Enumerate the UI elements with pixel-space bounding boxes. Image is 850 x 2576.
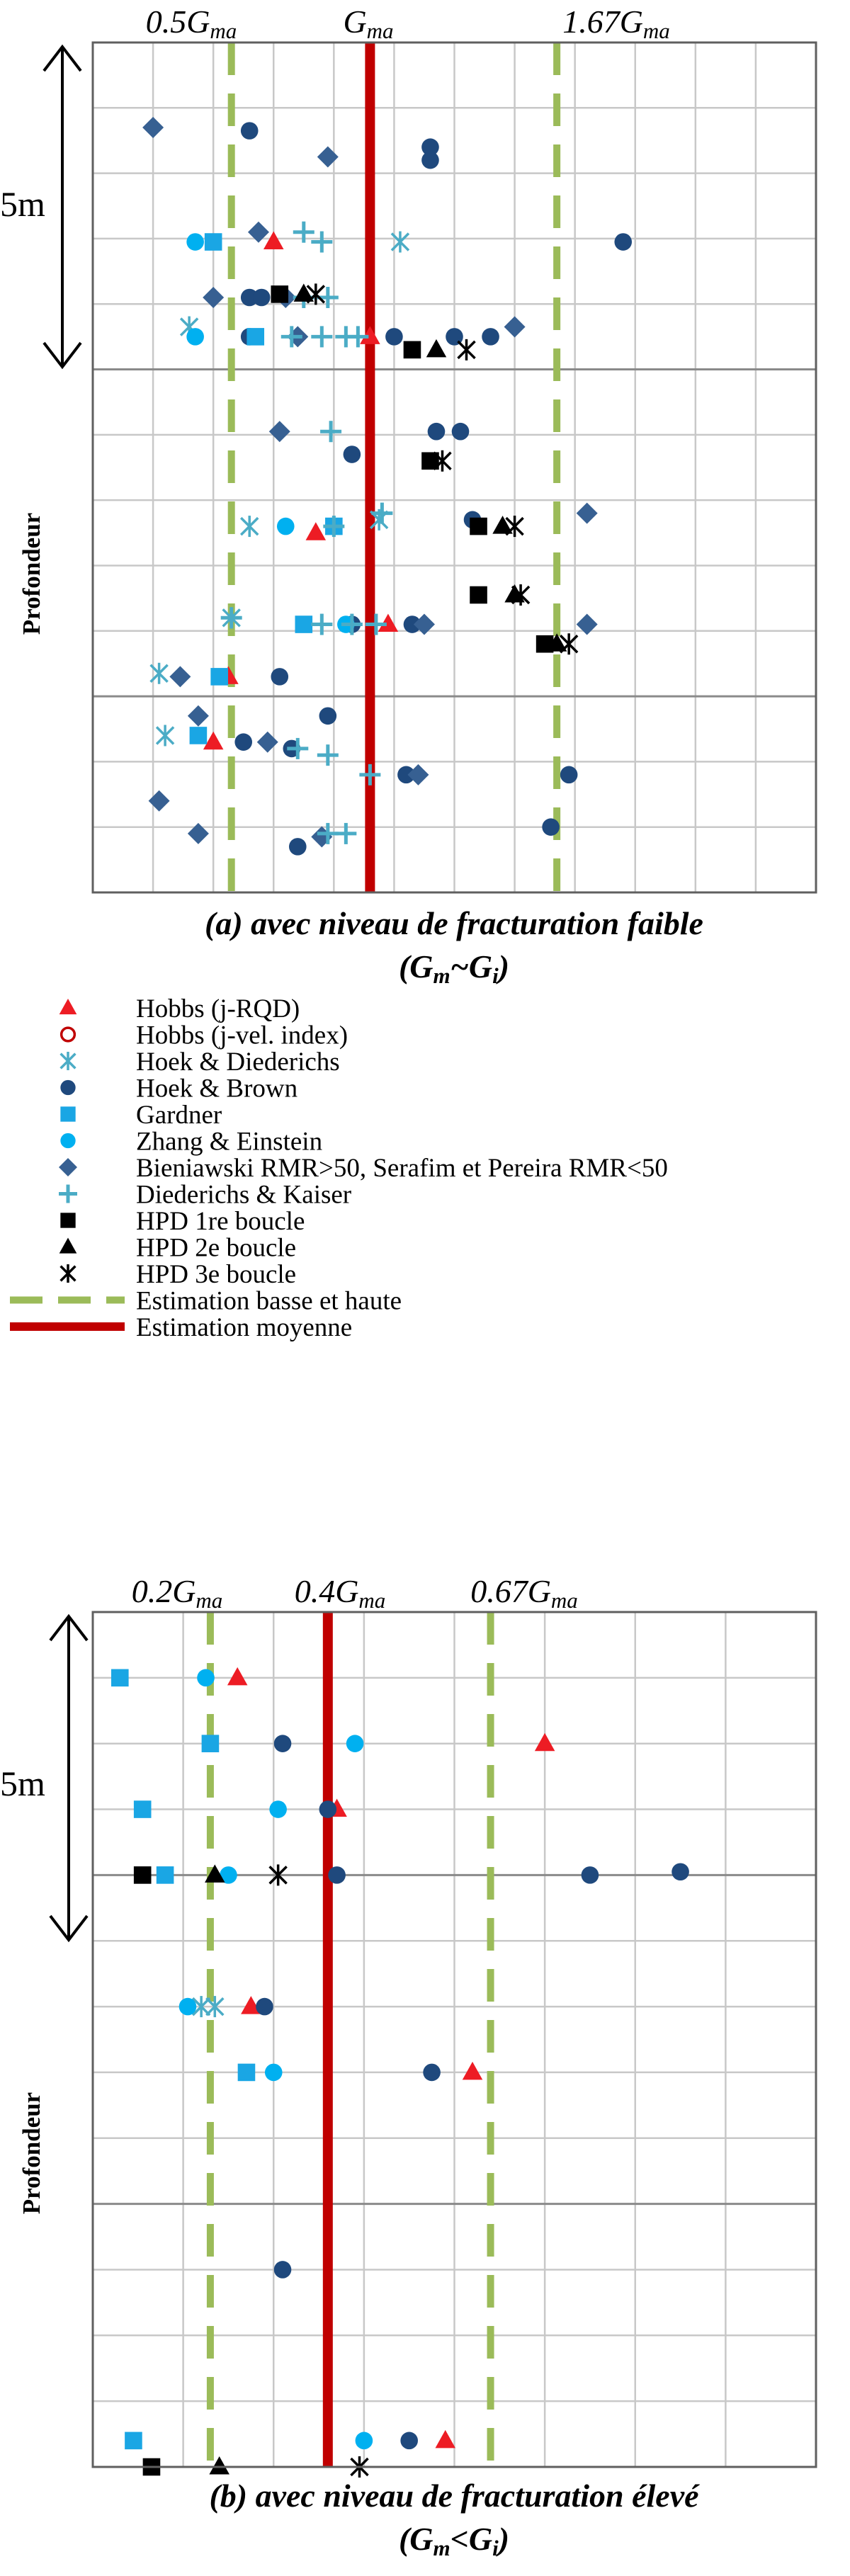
data-point-hoek-brown bbox=[328, 1866, 346, 1884]
data-point-diederichs-kaiser bbox=[311, 232, 332, 253]
data-point-hoek-brown bbox=[385, 328, 403, 346]
legend-label: Hoek & Diederichs bbox=[136, 1048, 340, 1077]
data-point-diederichs-kaiser bbox=[311, 614, 332, 635]
data-point-bieniawski bbox=[188, 823, 209, 844]
data-point-hoek-brown bbox=[672, 1863, 689, 1880]
data-point-zhang-einstein bbox=[269, 1800, 287, 1818]
legend-label: Hoek & Brown bbox=[136, 1074, 298, 1103]
legend-label: Bieniawski RMR>50, Serafim et Pereira RMR<50 bbox=[136, 1154, 668, 1183]
data-point-zhang-einstein bbox=[197, 1669, 215, 1687]
legend-swatch-asterisk bbox=[61, 1052, 76, 1070]
legend-swatch-circle bbox=[60, 1080, 75, 1095]
chart-b-scale-label: 5m bbox=[0, 1764, 45, 1803]
data-point-gardner bbox=[111, 1669, 129, 1687]
data-point-hpd1 bbox=[470, 518, 487, 535]
data-point-hobbs-rqd bbox=[227, 1667, 248, 1686]
chart-b-grid bbox=[93, 1612, 816, 2467]
data-point-hoek-brown bbox=[319, 1800, 337, 1818]
legend-item-hoek-diederichs bbox=[61, 1048, 340, 1077]
legend-item-zhang-einstein bbox=[60, 1128, 322, 1157]
legend-swatch-triangle bbox=[60, 999, 77, 1014]
chart-a-ref-label-mean: Gma bbox=[343, 4, 394, 43]
data-point-hpd1 bbox=[134, 1866, 152, 1884]
data-point-hobbs-rqd bbox=[435, 2430, 455, 2449]
chart-a-depth-label: Profondeur bbox=[18, 512, 45, 635]
data-point-diederichs-kaiser bbox=[320, 421, 341, 442]
data-point-hoek-brown bbox=[482, 328, 499, 346]
data-point-bieniawski bbox=[414, 614, 435, 635]
data-point-gardner bbox=[190, 727, 208, 744]
data-point-diederichs-kaiser bbox=[359, 764, 380, 785]
legend-label: Estimation moyenne bbox=[136, 1313, 353, 1342]
chart-b-ref-label-high: 0.67Gma bbox=[470, 1573, 578, 1613]
legend-item-diederichs-kaiser bbox=[59, 1181, 351, 1210]
data-point-bieniawski bbox=[248, 222, 269, 243]
chart-b-caption: (b) avec niveau de fracturation élevé bbox=[209, 2478, 699, 2514]
data-point-gardner bbox=[205, 233, 222, 251]
data-point-zhang-einstein bbox=[186, 328, 204, 346]
data-point-bieniawski bbox=[504, 317, 526, 338]
chart-a-ref-label-low: 0.5Gma bbox=[145, 4, 237, 43]
data-point-hpd1 bbox=[470, 586, 487, 604]
data-point-hpd3 bbox=[506, 516, 523, 537]
data-point-hoek-brown bbox=[560, 766, 578, 784]
data-point-hoek-brown bbox=[241, 122, 259, 140]
legend-swatch-diamond bbox=[59, 1158, 77, 1176]
data-point-hoek-brown bbox=[234, 733, 252, 751]
data-point-bieniawski bbox=[142, 117, 164, 138]
data-point-diederichs-kaiser bbox=[311, 326, 332, 347]
legend-swatch-triangle bbox=[60, 1238, 77, 1254]
data-point-zhang-einstein bbox=[179, 1998, 197, 2016]
data-point-bieniawski bbox=[149, 790, 170, 812]
chart-b bbox=[0, 1573, 816, 2560]
data-point-hoek-brown bbox=[421, 152, 439, 169]
data-point-hoek-brown bbox=[256, 1998, 273, 2016]
legend-label: Hobbs (j-vel. index) bbox=[136, 1021, 348, 1050]
legend-label: Estimation basse et haute bbox=[136, 1286, 402, 1316]
chart-b-caption-condition: (Gm<Gi) bbox=[398, 2521, 510, 2560]
legend-label: HPD 1re boucle bbox=[136, 1207, 305, 1236]
legend-label: Hobbs (j-RQD) bbox=[136, 994, 300, 1023]
chart-a-caption-condition: (Gm~Gi) bbox=[398, 948, 510, 988]
legend-swatch-square bbox=[60, 1106, 75, 1121]
legend bbox=[10, 994, 668, 1342]
chart-a-scale-label: 5m bbox=[0, 184, 45, 224]
data-point-hobbs-rqd bbox=[535, 1733, 555, 1752]
data-point-hoek-brown bbox=[452, 423, 470, 441]
legend-item-green-line bbox=[10, 1287, 402, 1316]
data-point-hoek-brown bbox=[253, 289, 271, 307]
legend-label: Zhang & Einstein bbox=[136, 1127, 323, 1157]
data-point-bieniawski bbox=[269, 421, 290, 442]
data-point-hoek-diederichs bbox=[157, 725, 174, 746]
chart-a-scale-bar bbox=[44, 47, 81, 367]
data-point-hobbs-rqd bbox=[463, 2062, 483, 2080]
data-point-bieniawski bbox=[577, 614, 598, 635]
chart-a bbox=[0, 4, 816, 988]
data-point-hoek-brown bbox=[274, 1735, 292, 1752]
data-point-gardner bbox=[202, 1735, 220, 1752]
legend-item-hobbs-rqd bbox=[60, 994, 300, 1023]
data-point-gardner bbox=[157, 1866, 174, 1884]
data-point-hoek-brown bbox=[344, 446, 361, 463]
chart-b-ref-label-low: 0.2Gma bbox=[131, 1573, 223, 1613]
data-point-hoek-brown bbox=[319, 707, 337, 725]
legend-label: Diederichs & Kaiser bbox=[136, 1180, 352, 1210]
data-point-hpd1 bbox=[404, 341, 421, 359]
data-point-hpd3 bbox=[458, 339, 475, 361]
data-point-hoek-brown bbox=[423, 2064, 441, 2082]
data-point-zhang-einstein bbox=[356, 2432, 373, 2450]
data-point-diederichs-kaiser bbox=[335, 823, 356, 844]
data-point-hoek-diederichs bbox=[241, 516, 258, 537]
legend-item-hobbs-vel bbox=[62, 1021, 348, 1050]
legend-swatch-plus bbox=[59, 1185, 77, 1203]
data-point-hpd3 bbox=[307, 283, 324, 305]
data-point-hoek-brown bbox=[400, 2432, 418, 2450]
chart-b-depth-label: Profondeur bbox=[18, 2092, 45, 2215]
data-point-hpd1 bbox=[271, 285, 288, 303]
data-point-bieniawski bbox=[169, 666, 191, 687]
data-point-gardner bbox=[295, 615, 312, 633]
data-point-diederichs-kaiser bbox=[317, 744, 339, 766]
data-point-bieniawski bbox=[407, 764, 429, 785]
legend-label: Gardner bbox=[136, 1101, 222, 1130]
legend-label: HPD 3e boucle bbox=[136, 1260, 297, 1289]
legend-item-red-line bbox=[10, 1313, 352, 1342]
data-point-zhang-einstein bbox=[277, 518, 295, 535]
chart-b-ref-label-mean: 0.4Gma bbox=[294, 1573, 386, 1613]
data-point-hpd2 bbox=[426, 339, 447, 358]
chart-a-ref-label-high: 1.67Gma bbox=[562, 4, 670, 43]
data-point-hoek-brown bbox=[271, 668, 288, 686]
chart-a-caption: (a) avec niveau de fracturation faible bbox=[205, 905, 703, 941]
data-point-gardner bbox=[134, 1800, 152, 1818]
legend-item-bieniawski bbox=[59, 1154, 668, 1183]
data-point-bieniawski bbox=[203, 287, 224, 308]
data-point-zhang-einstein bbox=[265, 2064, 283, 2082]
legend-swatch-square bbox=[60, 1213, 75, 1227]
legend-item-hpd1 bbox=[60, 1207, 305, 1236]
legend-item-hoek-brown bbox=[60, 1074, 298, 1103]
data-point-hobbs-rqd bbox=[306, 522, 327, 540]
legend-item-gardner bbox=[60, 1101, 222, 1130]
data-point-gardner bbox=[238, 2064, 256, 2082]
legend-label: HPD 2e boucle bbox=[136, 1233, 297, 1263]
data-point-zhang-einstein bbox=[186, 233, 204, 251]
legend-swatch-asterisk bbox=[61, 1264, 76, 1283]
legend-swatch-circle bbox=[60, 1133, 75, 1148]
data-point-bieniawski bbox=[577, 503, 598, 524]
data-point-bieniawski bbox=[188, 705, 209, 727]
data-point-hoek-brown bbox=[428, 423, 446, 441]
data-point-hoek-brown bbox=[614, 233, 632, 251]
data-point-bieniawski bbox=[317, 147, 339, 168]
data-point-hoek-brown bbox=[582, 1866, 599, 1884]
data-point-diederichs-kaiser bbox=[293, 222, 314, 243]
legend-item-hpd3 bbox=[61, 1260, 296, 1289]
data-point-hoek-brown bbox=[274, 2261, 292, 2279]
data-point-hoek-brown bbox=[542, 818, 560, 836]
data-point-gardner bbox=[125, 2432, 142, 2450]
data-point-bieniawski bbox=[257, 732, 278, 753]
data-point-hoek-brown bbox=[289, 838, 307, 856]
legend-item-hpd2 bbox=[60, 1234, 296, 1263]
chart-b-scale-bar bbox=[50, 1616, 87, 1940]
data-point-gardner bbox=[210, 668, 228, 686]
data-point-zhang-einstein bbox=[346, 1735, 364, 1752]
legend-swatch-circle-open bbox=[62, 1028, 75, 1041]
data-point-gardner bbox=[246, 328, 264, 346]
chart-a-grid bbox=[93, 42, 816, 892]
